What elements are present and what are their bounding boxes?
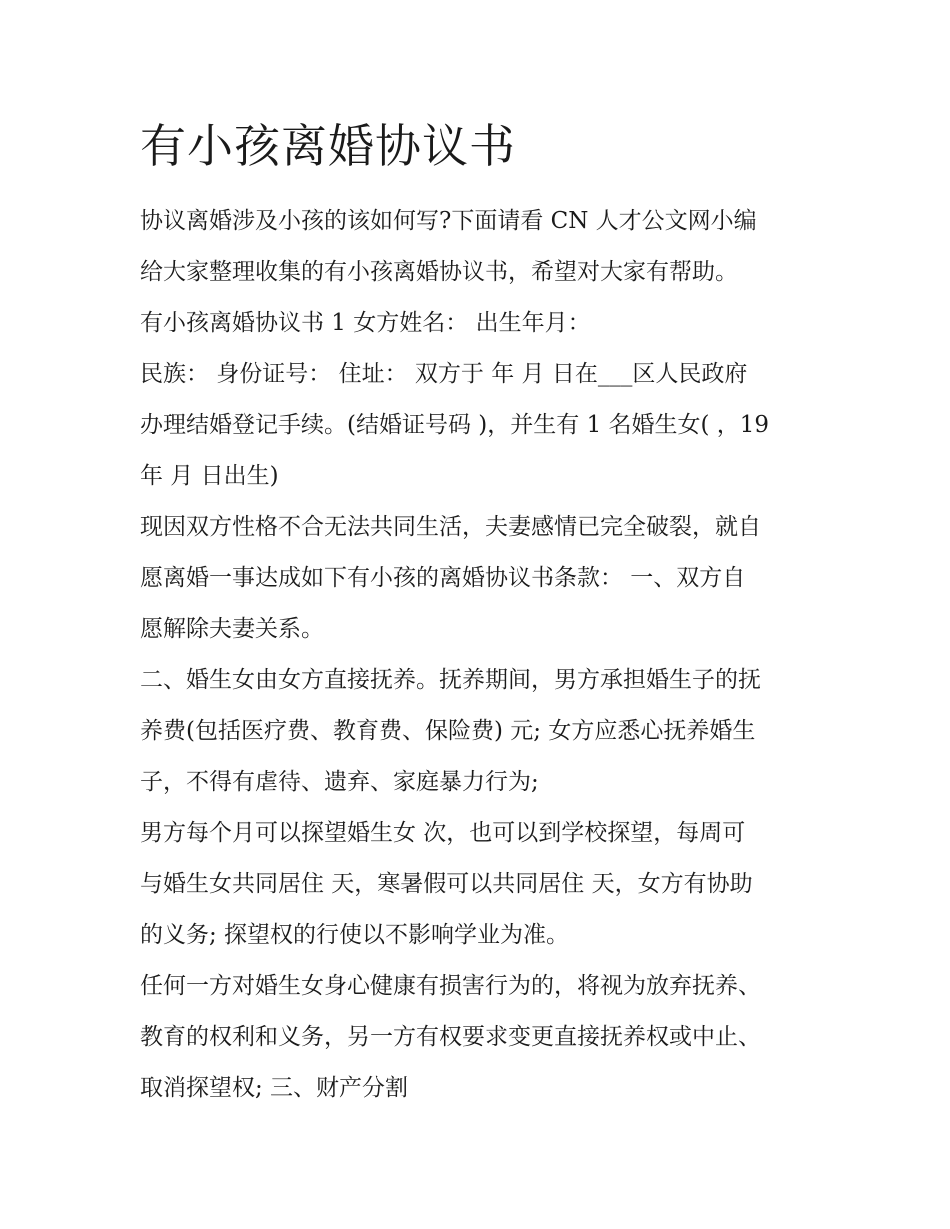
body-line: 取消探望权; 三、财产分割 — [140, 1075, 409, 1101]
body-line: 办理结婚登记手续。(结婚证号码 )，并生有 1 名婚生女( ，19 — [140, 412, 770, 438]
body-line: 年 月 日出生) — [140, 463, 279, 489]
body-line: 任何一方对婚生女身心健康有损害行为的，将视为放弃抚养、 — [140, 973, 761, 999]
body-line: 现因双方性格不合无法共同生活，夫妻感情已完全破裂，就自 — [140, 514, 761, 540]
body-line: 的义务; 探望权的行使以不影响学业为准。 — [140, 922, 570, 948]
body-line: 养费(包括医疗费、教育费、保险费) 元; 女方应悉心抚养婚生 — [140, 718, 756, 744]
body-line: 与婚生女共同居住 天，寒暑假可以共同居住 天，女方有协助 — [140, 871, 753, 897]
body-line: 男方每个月可以探望婚生女 次，也可以到学校探望，每周可 — [140, 820, 746, 846]
body-line: 教育的权利和义务，另一方有权要求变更直接抚养权或中止、 — [140, 1024, 761, 1050]
body-line: 子，不得有虐待、遗弃、家庭暴力行为; — [140, 769, 539, 795]
document-title: 有小孩离婚协议书 — [140, 119, 516, 173]
body-line: 协议离婚涉及小孩的该如何写?下面请看 CN 人才公文网小编 — [140, 208, 757, 234]
body-line: 愿离婚一事达成如下有小孩的离婚协议书条款： 一、双方自 — [140, 565, 746, 591]
body-line: 二、婚生女由女方直接抚养。抚养期间，男方承担婚生子的抚 — [140, 667, 761, 693]
document-body — [140, 196, 830, 1114]
body-line: 给大家整理收集的有小孩离婚协议书，希望对大家有帮助。 — [140, 259, 738, 285]
body-line: 民族： 身份证号： 住址： 双方于 年 月 日在___区人民政府 — [140, 361, 748, 387]
body-line: 有小孩离婚协议书 1 女方姓名： 出生年月： — [140, 310, 591, 336]
body-line: 愿解除夫妻关系。 — [140, 616, 324, 642]
